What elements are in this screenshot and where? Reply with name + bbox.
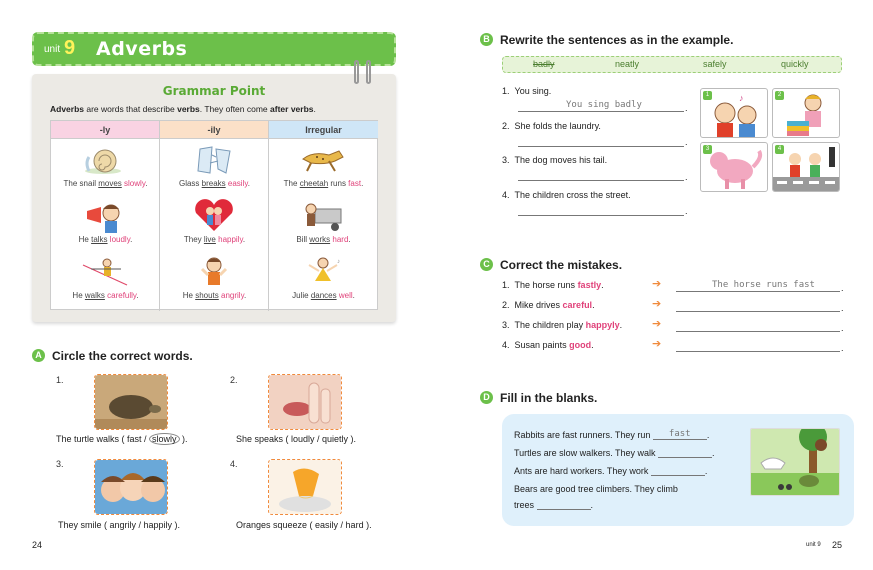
exercise-item: Ants are hard workers. They work . bbox=[514, 466, 708, 476]
period: . bbox=[841, 303, 844, 313]
squeezed-orange-icon bbox=[269, 460, 342, 515]
item-number: 2. bbox=[230, 375, 238, 385]
picture-2 bbox=[772, 88, 840, 138]
grammar-point-title: Grammar Point bbox=[162, 84, 266, 98]
column-header: -ily bbox=[160, 121, 268, 139]
section-b-badge: B bbox=[480, 33, 493, 46]
exercise-item: 2. She folds the laundry. bbox=[502, 121, 601, 131]
section-d-title: Fill in the blanks. bbox=[500, 391, 598, 405]
unit-banner bbox=[32, 32, 396, 66]
example-sentence: Bill works hard. bbox=[296, 235, 351, 244]
period: . bbox=[685, 206, 688, 216]
blank[interactable] bbox=[537, 500, 591, 510]
section-c-title: Correct the mistakes. bbox=[500, 258, 623, 272]
exercise-sentence: Oranges squeeze ( easily / hard ). bbox=[236, 520, 372, 530]
period: . bbox=[841, 323, 844, 333]
arrow-right-icon: ➔ bbox=[652, 298, 662, 310]
column-irregular bbox=[269, 121, 378, 311]
exercise-sentence: The turtle walks ( fast / slowly ). bbox=[56, 434, 188, 444]
exercise-item: 3. The children play happyly. bbox=[502, 320, 623, 330]
example-sentence: They live happily. bbox=[183, 235, 246, 244]
boy-tightrope-icon bbox=[81, 255, 129, 289]
word-bank-item: badly bbox=[533, 59, 555, 69]
word-bank-item: neatly bbox=[615, 59, 640, 69]
table-cell bbox=[160, 141, 269, 197]
exercise-item: 1. You sing. bbox=[502, 86, 552, 96]
adverb-table bbox=[50, 120, 378, 310]
angry-boy-icon bbox=[190, 255, 238, 289]
table-cell bbox=[269, 197, 378, 253]
exercise-item: 4. The children cross the street. bbox=[502, 190, 631, 200]
page-number: 25 bbox=[832, 540, 843, 550]
children-smiling-photo bbox=[94, 459, 168, 515]
example-sentence: The snail moves slowly. bbox=[63, 179, 148, 188]
paper-clip-icon bbox=[366, 60, 371, 84]
table-cell bbox=[51, 253, 160, 309]
orange-squeeze-photo bbox=[268, 459, 342, 515]
grammar-definition: Adverbs are words that describe verbs. They often come after verbs. bbox=[50, 104, 316, 114]
example-sentence: The cheetah runs fast. bbox=[283, 179, 364, 188]
animals-scene-icon bbox=[751, 429, 840, 496]
table-cell bbox=[269, 253, 378, 309]
word-bank-item: quickly bbox=[781, 59, 809, 69]
answer-line[interactable] bbox=[676, 300, 840, 312]
answer-text: The horse runs fast bbox=[712, 280, 815, 290]
unit-title: Adverbs bbox=[96, 38, 188, 60]
section-d-badge: D bbox=[480, 391, 493, 404]
left-page bbox=[0, 0, 436, 570]
footer-unit: unit 9 bbox=[806, 542, 821, 548]
right-page bbox=[436, 0, 873, 570]
blank[interactable]: fast bbox=[653, 430, 707, 440]
section-a-badge: A bbox=[32, 349, 45, 362]
section-c-badge: C bbox=[480, 258, 493, 271]
item-number: 1. bbox=[56, 375, 64, 385]
page-number: 24 bbox=[32, 540, 43, 550]
picture-label: 4 bbox=[775, 145, 784, 154]
unit-label: unit bbox=[44, 44, 61, 55]
period: . bbox=[685, 103, 688, 113]
arrow-right-icon: ➔ bbox=[652, 318, 662, 330]
item-number: 3. bbox=[56, 459, 64, 469]
section-b-title: Rewrite the sentences as in the example. bbox=[500, 33, 734, 47]
answer-line[interactable] bbox=[518, 169, 684, 181]
column-ily bbox=[160, 121, 269, 311]
snail-icon bbox=[81, 143, 129, 177]
arrow-right-icon: ➔ bbox=[652, 338, 662, 350]
finger-on-lips-icon bbox=[269, 375, 342, 430]
picture-3 bbox=[700, 142, 768, 192]
exercise-item: 3. The dog moves his tail. bbox=[502, 155, 608, 165]
table-cell bbox=[160, 253, 269, 309]
item-number: 4. bbox=[230, 459, 238, 469]
dancing-girl-icon bbox=[299, 255, 347, 289]
blank[interactable] bbox=[658, 448, 712, 458]
column-header: -ly bbox=[51, 121, 159, 139]
blank[interactable] bbox=[651, 466, 705, 476]
word-bank bbox=[502, 56, 842, 73]
unit-number: 9 bbox=[64, 37, 76, 59]
fill-blanks-box bbox=[502, 414, 854, 526]
answer-text: You sing badly bbox=[566, 100, 642, 110]
exercise-item: Turtles are slow walkers. They walk . bbox=[514, 448, 715, 458]
table-cell bbox=[160, 197, 269, 253]
exercise-item: trees . bbox=[514, 500, 594, 510]
exercise-item: 1. The horse runs fastly. bbox=[502, 280, 604, 290]
couple-heart-icon bbox=[190, 199, 238, 233]
section-a-title: Circle the correct words. bbox=[52, 349, 193, 363]
turtle-photo bbox=[94, 374, 168, 430]
period: . bbox=[841, 343, 844, 353]
exercise-item: Rabbits are fast runners. They run fast . bbox=[514, 429, 710, 440]
svg-text:♪: ♪ bbox=[739, 93, 744, 103]
answer-line[interactable] bbox=[518, 135, 684, 147]
picture-label: 3 bbox=[703, 145, 712, 154]
period: . bbox=[685, 137, 688, 147]
period: . bbox=[841, 283, 844, 293]
period: . bbox=[685, 172, 688, 182]
broken-glass-icon bbox=[190, 143, 238, 177]
boy-megaphone-icon bbox=[81, 199, 129, 233]
picture-1 bbox=[700, 88, 768, 138]
column-ly bbox=[51, 121, 160, 311]
word-bank-item: safely bbox=[703, 59, 727, 69]
exercise-item: Bears are good tree climbers. They climb bbox=[514, 484, 678, 494]
turtle-icon bbox=[95, 375, 168, 430]
paper-clip-icon bbox=[354, 60, 359, 84]
picture-label: 1 bbox=[703, 91, 712, 100]
table-cell bbox=[269, 141, 378, 197]
exercise-sentence: They smile ( angrily / happily ). bbox=[58, 520, 181, 530]
answer-line[interactable] bbox=[518, 204, 684, 216]
cheetah-icon bbox=[299, 143, 347, 177]
answer-line[interactable] bbox=[676, 340, 840, 352]
exercise-item: 2. Mike drives careful. bbox=[502, 300, 595, 310]
man-wheelbarrow-icon bbox=[299, 199, 347, 233]
column-header: Irregular bbox=[269, 121, 378, 139]
animals-picture bbox=[750, 428, 840, 496]
example-sentence: Glass breaks easily. bbox=[178, 179, 250, 188]
picture-4 bbox=[772, 142, 840, 192]
smiling-children-icon bbox=[95, 460, 168, 515]
svg-text:♪: ♪ bbox=[337, 259, 340, 265]
finger-lips-photo bbox=[268, 374, 342, 430]
arrow-right-icon: ➔ bbox=[652, 278, 662, 290]
example-sentence: He talks loudly. bbox=[78, 235, 133, 244]
exercise-item: 4. Susan paints good. bbox=[502, 340, 594, 350]
picture-label: 2 bbox=[775, 91, 784, 100]
example-sentence: He shouts angrily. bbox=[182, 291, 247, 300]
circled-answer[interactable]: slowly bbox=[149, 433, 180, 445]
grammar-point-box bbox=[32, 74, 396, 322]
table-cell bbox=[51, 141, 160, 197]
exercise-sentence: She speaks ( loudly / quietly ). bbox=[236, 434, 357, 444]
example-sentence: Julie dances well. bbox=[292, 291, 355, 300]
answer-line[interactable] bbox=[676, 320, 840, 332]
table-cell bbox=[51, 197, 160, 253]
example-sentence: He walks carefully. bbox=[72, 291, 139, 300]
